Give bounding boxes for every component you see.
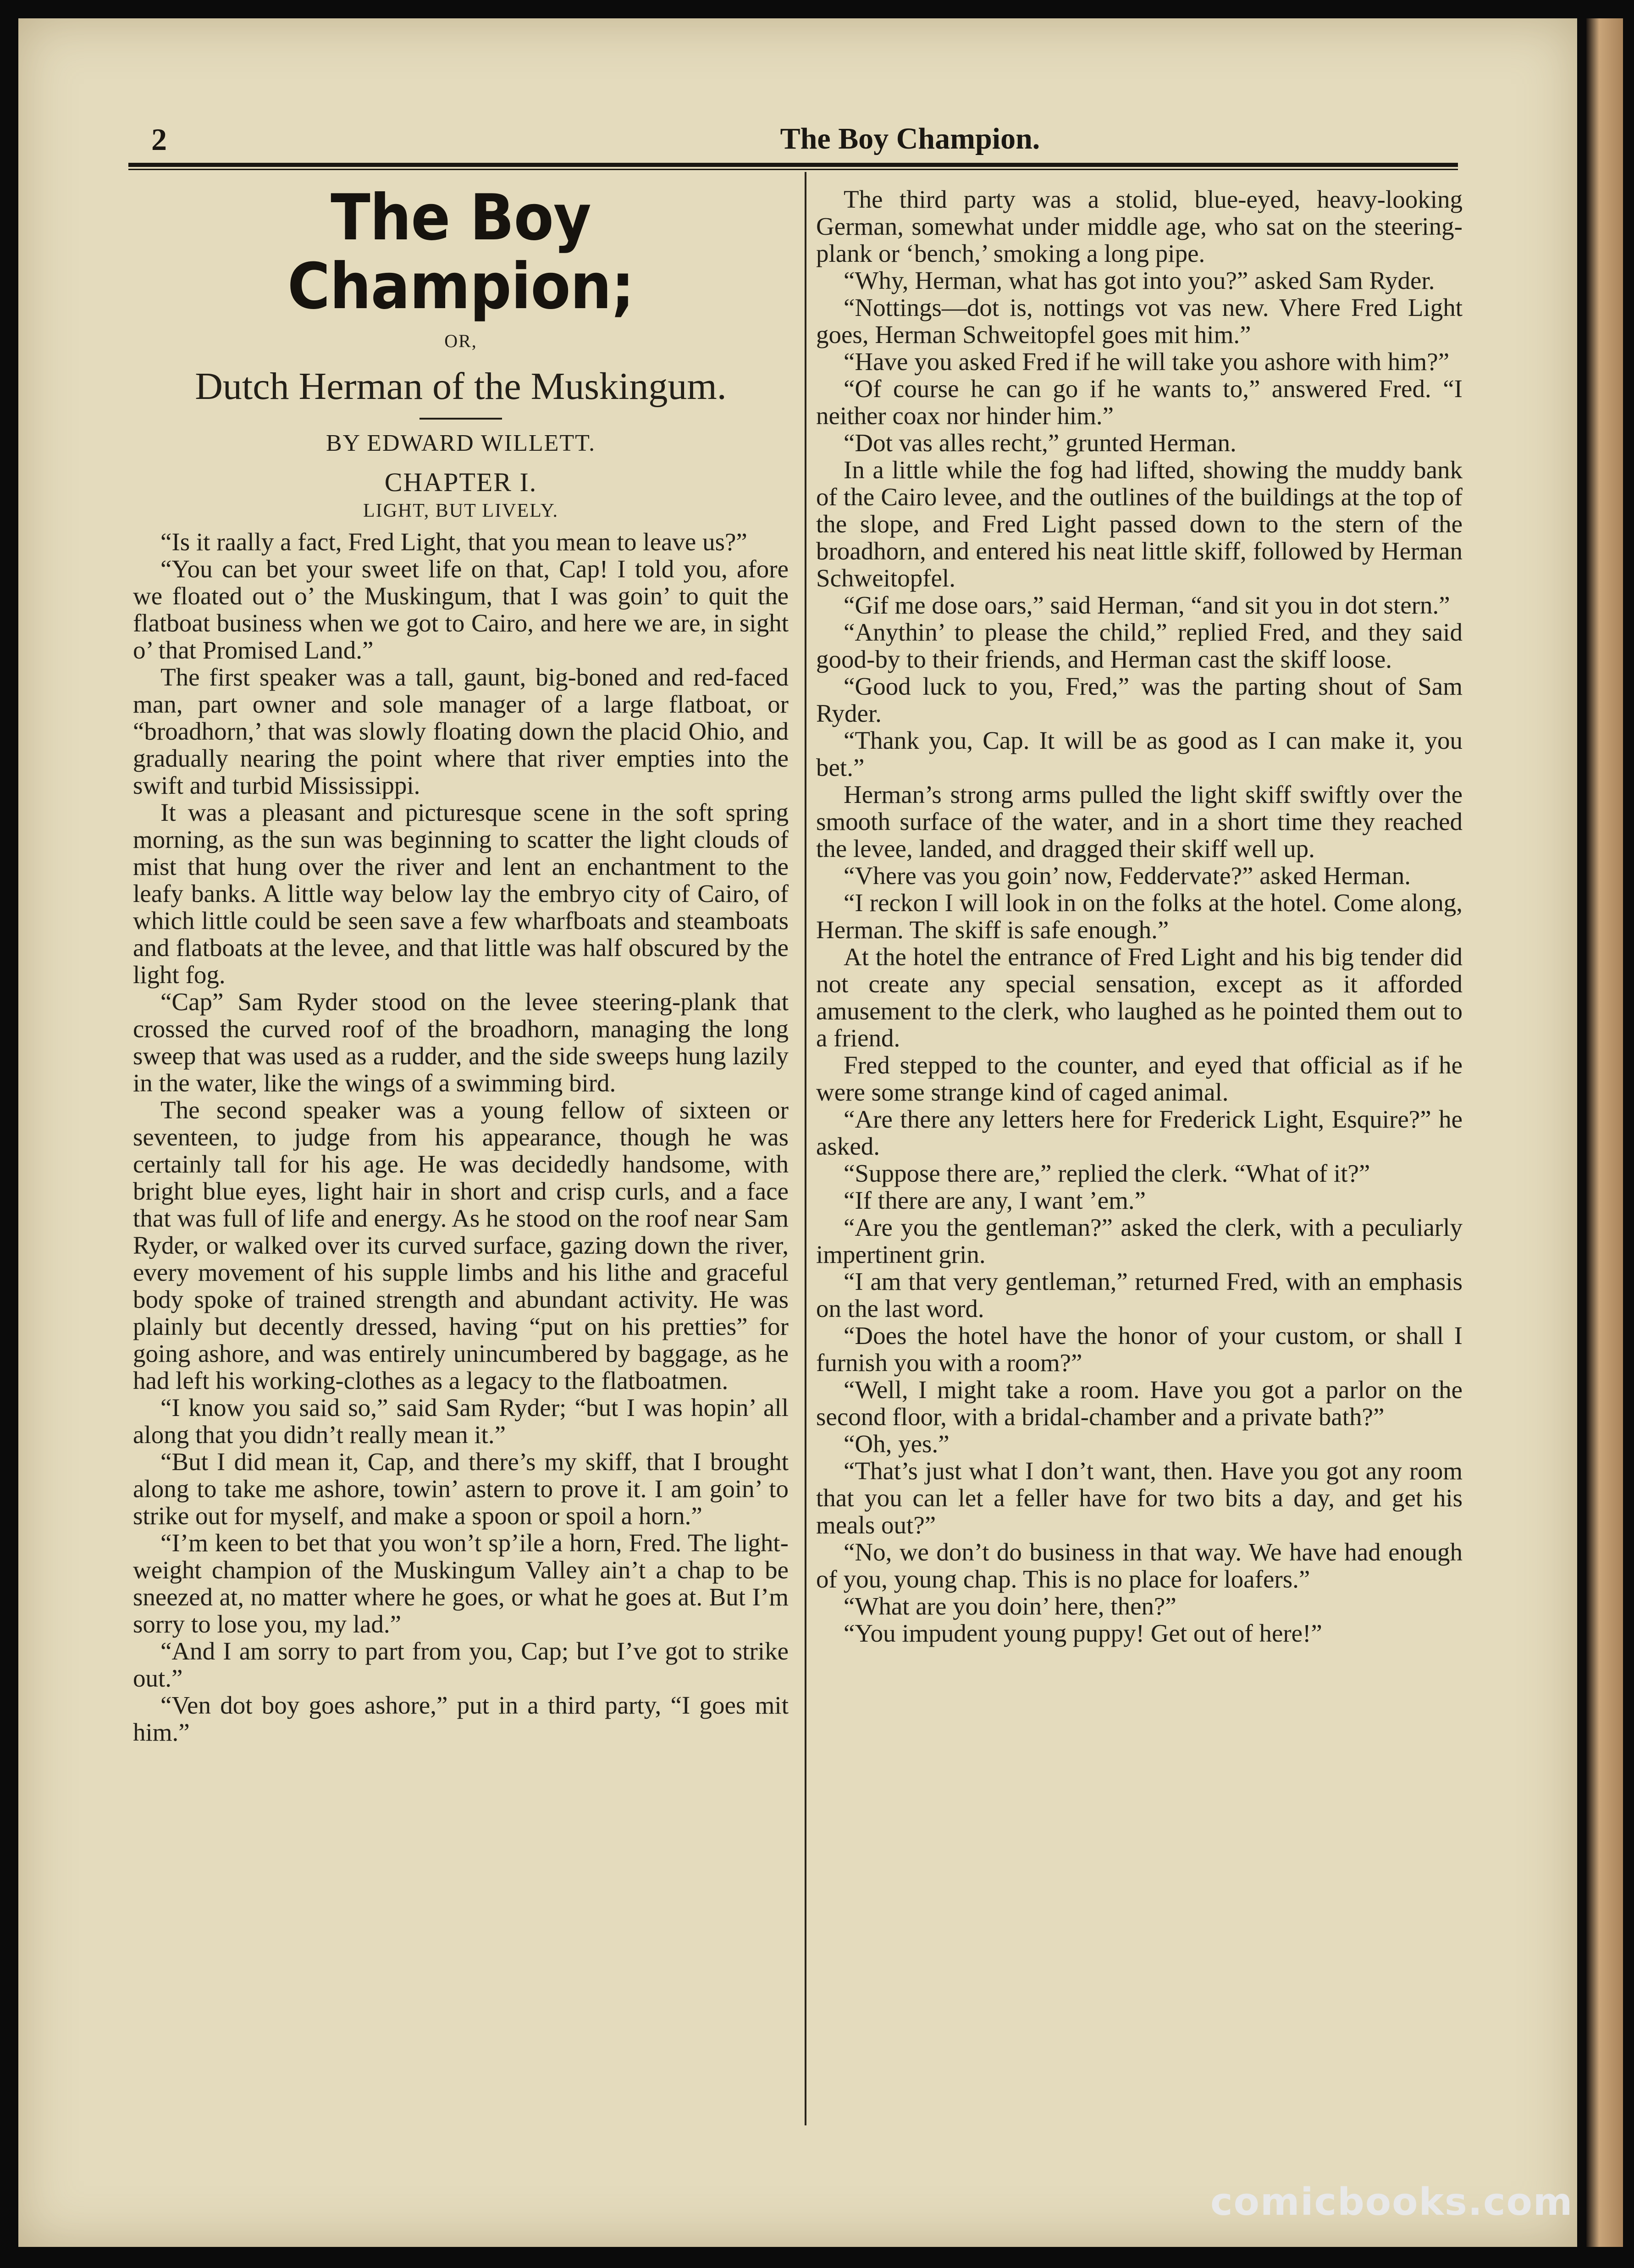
chapter-subhead: LIGHT, BUT LIVELY.	[363, 500, 559, 521]
paragraph: “Well, I might take a room. Have you got a parlor on the second floor, with a bridal-chamber and a private bath?”	[816, 1376, 1463, 1431]
paragraph: “That’s just what I don’t want, then. Have you got any room that you can let a feller have for two bits a day, and get his meals out?”	[816, 1457, 1463, 1539]
paragraph: “Thank you, Cap. It will be as good as I can make it, you bet.”	[816, 726, 1463, 781]
paragraph: The third party was a stolid, blue-eyed, heavy-looking German, somewhat under middle age, who sat on the steering-plank or ‘bench,’ smoking a long pipe.	[816, 185, 1463, 267]
paragraph: “Are you the gentleman?” asked the clerk, with a peculiarly impertinent grin.	[816, 1213, 1463, 1268]
paragraph: “Ven dot boy goes ashore,” put in a third party, “I goes mit him.”	[133, 1691, 789, 1746]
left-column	[133, 183, 789, 1746]
paragraph: “Anythin’ to please the child,” replied Fred, and they said good-by to their friends, and Herman cast the skiff loose.	[816, 618, 1463, 673]
page-edge	[1586, 18, 1623, 2247]
paragraph: “You can bet your sweet life on that, Cap! I told you, afore we floated out o’ the Muskingum, that I was goin’ to quit the flatboat business when we got to Cairo, and here we are, in sight o’ that Promised Land.”	[133, 555, 789, 664]
paragraph: “Vhere vas you goin’ now, Feddervate?” asked Herman.	[844, 862, 1411, 890]
paragraph: “Dot vas alles recht,” grunted Herman.	[844, 429, 1237, 457]
story-title: The Boy Champion;	[287, 181, 635, 323]
or-line: OR,	[444, 331, 477, 351]
paragraph: “Gif me dose oars,” said Herman, “and sit you in dot stern.”	[844, 591, 1450, 619]
paragraph: Fred stepped to the counter, and eyed that official as if he were some strange kind of caged animal.	[816, 1051, 1463, 1106]
paragraph: “If there are any, I want ’em.”	[844, 1186, 1146, 1214]
paragraph: “Good luck to you, Fred,” was the parting shout of Sam Ryder.	[816, 672, 1463, 727]
watermark: comicbooks.com	[1210, 2180, 1573, 2224]
chapter-heading: CHAPTER I.	[384, 467, 537, 497]
paragraph: The first speaker was a tall, gaunt, big-boned and red-faced man, part owner and sole manager of a large flatboat, or “broadhorn,’ that was slowly floating down the placid Ohio, and gradually nearing the point where that river empties into the swift and turbid Mississippi.	[133, 663, 789, 799]
paragraph: At the hotel the entrance of Fred Light and his big tender did not create any special sensation, except as it afforded amusement to the clerk, who laughed as he pointed them out to a friend.	[816, 943, 1463, 1052]
title-block	[133, 183, 789, 525]
paragraph: Herman’s strong arms pulled the light skiff swiftly over the smooth surface of the water, and in a short time they reached the levee, landed, and dragged their skiff well up.	[816, 780, 1463, 863]
paragraph: “I’m keen to bet that you won’t sp’ile a horn, Fred. The light-weight champion of the Muskingum Valley ain’t a chap to be sneezed at, no matter where he goes, or what he goes at. But I’m sorry to lose you, my lad.”	[133, 1529, 789, 1638]
paragraph: The second speaker was a young fellow of sixteen or seventeen, to judge from his appearance, though he was certainly tall for his age. He was decidedly handsome, with bright blue eyes, light hair in short and crisp curls, and a face that was full of life and energy. As he stood on the roof near Sam Ryder, or walked over its curved surface, gazing down the river, every movement of his supple limbs and his lithe and graceful body spoke of trained strength and abundant activity. He was plainly but decently dressed, having “put on his pretties” for going ashore, and was entirely unincumbered by baggage, as he had left his working-clothes as a legacy to the flatboatmen.	[133, 1096, 789, 1394]
paragraph: “Oh, yes.”	[844, 1430, 949, 1458]
page-number: 2	[151, 122, 167, 157]
paragraph: “But I did mean it, Cap, and there’s my skiff, that I brought along to take me ashore, towin’ astern to prove it. I am goin’ to strike out for myself, and make a spoon or spoil a horn.”	[133, 1448, 789, 1530]
paragraph: “And I am sorry to part from you, Cap; but I’ve got to strike out.”	[133, 1637, 789, 1692]
paragraph: “Have you asked Fred if he will take you ashore with him?”	[844, 348, 1450, 376]
running-title: The Boy Champion.	[780, 122, 1040, 155]
byline: BY EDWARD WILLETT.	[326, 430, 596, 456]
paragraph: “Suppose there are,” replied the clerk. “What of it?”	[844, 1159, 1370, 1187]
paragraph: “You impudent young puppy! Get out of here!”	[844, 1619, 1322, 1647]
header-rule	[128, 163, 1458, 170]
paragraph: “Cap” Sam Ryder stood on the levee steering-plank that crossed the curved roof of the broadhorn, managing the long sweep that was used as a rudder, and the side sweeps hung lazily in the water, like the wings of a swimming bird.	[133, 988, 789, 1097]
paragraph: “Why, Herman, what has got into you?” asked Sam Ryder.	[844, 266, 1435, 294]
paragraph: “Nottings—dot is, nottings vot vas new. Vhere Fred Light goes, Herman Schweitopfel goes mit him.”	[816, 293, 1463, 348]
paragraph: “I am that very gentleman,” returned Fred, with an emphasis on the last word.	[816, 1267, 1463, 1322]
column-divider	[805, 172, 806, 2125]
story-subtitle: Dutch Herman of the Muskingum.	[195, 365, 727, 408]
paragraph: “What are you doin’ here, then?”	[844, 1592, 1176, 1620]
paragraph: “No, we don’t do business in that way. We have had enough of you, young chap. This is no place for loafers.”	[816, 1538, 1463, 1593]
paragraph: “I reckon I will look in on the folks at the hotel. Come along, Herman. The skiff is safe enough.”	[816, 889, 1463, 944]
right-column	[816, 186, 1463, 1647]
paragraph: “Of course he can go if he wants to,” answered Fred. “I neither coax nor hinder him.”	[816, 375, 1463, 430]
title-rule	[420, 418, 502, 420]
paragraph: It was a pleasant and picturesque scene in the soft spring morning, as the sun was beginning to scatter the light clouds of mist that hung over the river and lent an enchantment to the leafy banks. A little way below lay the embryo city of Cairo, of which little could be seen save a few wharfboats and steamboats and flatboats at the levee, and that little was half obscured by the light fog.	[133, 798, 789, 989]
paragraph: In a little while the fog had lifted, showing the muddy bank of the Cairo levee, and the outlines of the buildings at the top of the slope, and Fred Light passed down to the stern of the broadhorn, and entered his neat little skiff, followed by Herman Schweitopfel.	[816, 456, 1463, 592]
paragraph: “Are there any letters here for Frederick Light, Esquire?” he asked.	[816, 1105, 1463, 1160]
paragraph: “Does the hotel have the honor of your custom, or shall I furnish you with a room?”	[816, 1322, 1463, 1377]
paragraph: “Is it raally a fact, Fred Light, that you mean to leave us?”	[160, 528, 747, 556]
paragraph: “I know you said so,” said Sam Ryder; “but I was hopin’ all along that you didn’t really mean it.”	[133, 1394, 789, 1449]
